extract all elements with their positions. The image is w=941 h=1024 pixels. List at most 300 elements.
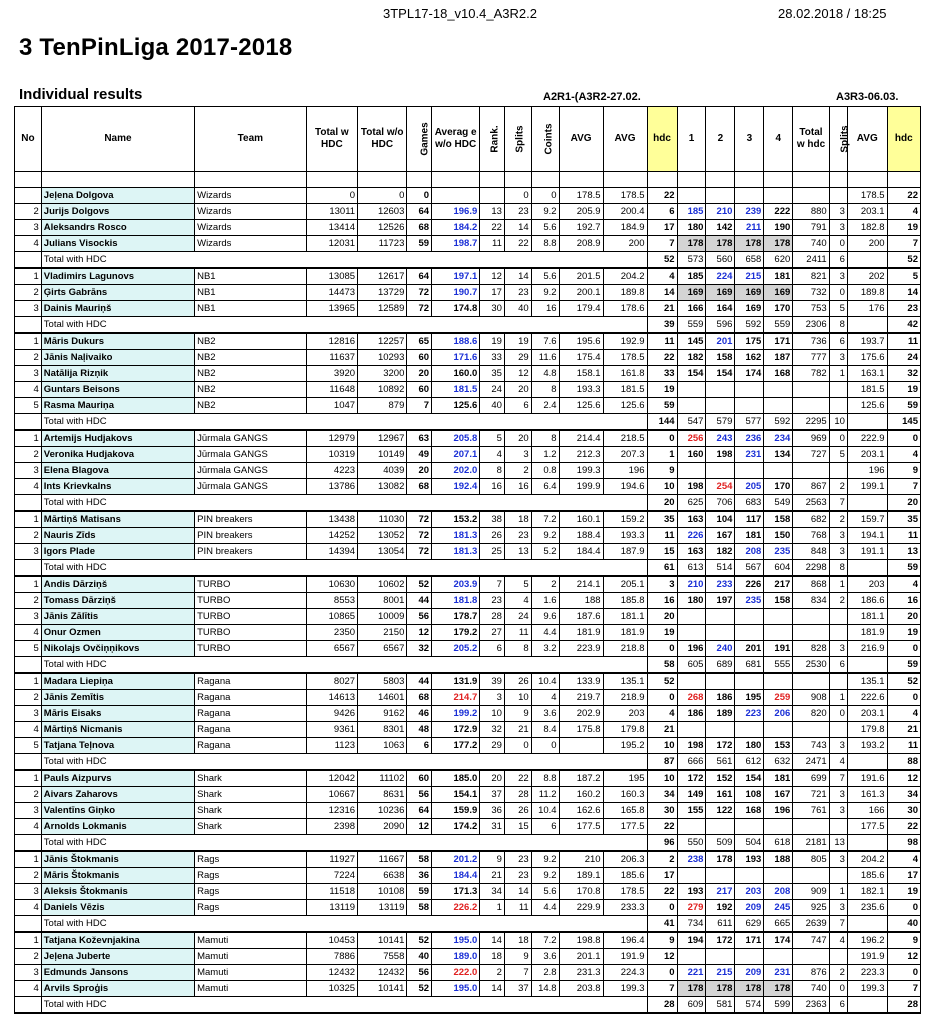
cell-splits-2: 3 (829, 204, 847, 220)
cell-hdc: 16 (647, 593, 677, 609)
cell-no: 4 (15, 722, 42, 738)
cell-average: 181.3 (432, 544, 480, 560)
player-row (15, 593, 921, 609)
cell-game-3 (735, 609, 764, 625)
cell-game-2: 158 (706, 350, 735, 366)
cell-rank: 6 (480, 641, 505, 657)
cell-team: NB1 (195, 268, 307, 285)
cell-total-wo-hdc: 6638 (358, 868, 407, 884)
cell-rank: 27 (480, 625, 505, 641)
team-total-row (15, 414, 921, 431)
cell-game-2: 240 (706, 641, 735, 657)
section-title: Individual results (19, 86, 143, 103)
cell-avg-2: 191.9 (603, 949, 647, 965)
col-name: Name (41, 107, 194, 172)
cell-team: PIN breakers (195, 544, 307, 560)
cell-name: Nauris Zīds (41, 528, 194, 544)
cell-splits: 23 (504, 204, 531, 220)
cell-avg-2: 135.1 (603, 673, 647, 690)
player-row (15, 398, 921, 414)
cell-hdc-2: 145 (887, 414, 920, 431)
cell-total-wo-hdc: 0 (358, 188, 407, 204)
player-row (15, 285, 921, 301)
cell-name: Jeļena Dolgova (41, 188, 194, 204)
cell-rank: 23 (480, 593, 505, 609)
cell-game-3: 169 (735, 301, 764, 317)
cell-splits: 29 (504, 350, 531, 366)
cell-name: Edmunds Jansons (41, 965, 194, 981)
cell-splits: 2 (504, 463, 531, 479)
cell-game-3: 162 (735, 350, 764, 366)
cell-name: Aleksis Štokmanis (41, 884, 194, 900)
col-avg-3: AVG (847, 107, 887, 172)
cell-name: Artemijs Hudjakovs (41, 430, 194, 447)
cell-hdc: 9 (647, 463, 677, 479)
team-total-row (15, 252, 921, 269)
cell-hdc-2: 35 (887, 511, 920, 528)
cell-rank: 8 (480, 463, 505, 479)
cell-total-wo-hdc: 12526 (358, 220, 407, 236)
player-row (15, 787, 921, 803)
cell-hdc: 14 (647, 285, 677, 301)
cell-coints: 7.6 (531, 333, 559, 350)
cell-game-3 (735, 382, 764, 398)
cell-total-hdc (793, 722, 829, 738)
cell-rank: 26 (480, 528, 505, 544)
cell-avg-2: 179.8 (603, 722, 647, 738)
cell-game-2-sum: 514 (706, 560, 735, 577)
cell-total-w-hdc: 7224 (306, 868, 357, 884)
cell-no: 4 (15, 819, 42, 835)
cell-total-hdc: 848 (793, 544, 829, 560)
col-games (407, 107, 432, 172)
cell-no (15, 657, 42, 674)
cell-game-4-sum: 555 (764, 657, 793, 674)
team-total-row (15, 997, 921, 1014)
cell-game-4: 187 (764, 350, 793, 366)
cell-avg-3: 200 (847, 236, 887, 252)
cell-name: Mārtiņš Nicmanis (41, 722, 194, 738)
cell-total-hdc-sum: 144 (647, 414, 677, 431)
cell-game-4 (764, 382, 793, 398)
cell-avg-2: 203 (603, 706, 647, 722)
cell-coints: 6 (531, 819, 559, 835)
cell-total-w-hdc: 12316 (306, 803, 357, 819)
cell-average: 178.7 (432, 609, 480, 625)
cell-game-3 (735, 949, 764, 965)
cell-name: Andis Dārziņš (41, 576, 194, 593)
cell-avg-2: 204.2 (603, 268, 647, 285)
cell-game-1: 160 (677, 447, 706, 463)
cell-splits: 23 (504, 851, 531, 868)
cell-average: 131.9 (432, 673, 480, 690)
cell-avg-1: 179.4 (559, 301, 603, 317)
cell-avg-3 (847, 495, 887, 512)
cell-total-hdc (793, 188, 829, 204)
cell-game-2: 233 (706, 576, 735, 593)
cell-coints: 16 (531, 301, 559, 317)
cell-hdc-2: 9 (887, 463, 920, 479)
cell-total-w-hdc: 10865 (306, 609, 357, 625)
document-id: 3TPL17-18_v10.4_A3R2.2 (383, 6, 537, 21)
cell-game-3: 108 (735, 787, 764, 803)
cell-coints: 4 (531, 690, 559, 706)
col-game-1: 1 (677, 107, 706, 172)
cell-total-hdc (793, 398, 829, 414)
cell-rank: 3 (480, 690, 505, 706)
cell-average: 199.2 (432, 706, 480, 722)
cell-total-w-hdc: 10667 (306, 787, 357, 803)
cell-total-w-hdc: 11927 (306, 851, 357, 868)
cell-total-w-hdc: 10325 (306, 981, 357, 997)
cell-game-1: 178 (677, 981, 706, 997)
cell-hdc-2: 12 (887, 770, 920, 787)
cell-game-2: 164 (706, 301, 735, 317)
cell-splits-2: 1 (829, 884, 847, 900)
cell-avg-2: 200 (603, 236, 647, 252)
cell-hdc-2: 0 (887, 430, 920, 447)
cell-game-3: 205 (735, 479, 764, 495)
blank-row (15, 172, 921, 188)
cell-game-1: 166 (677, 301, 706, 317)
cell-hdc-2: 11 (887, 333, 920, 350)
cell-no: 4 (15, 900, 42, 916)
cell-avg-1: 193.3 (559, 382, 603, 398)
cell-game-4: 235 (764, 544, 793, 560)
player-row (15, 738, 921, 754)
cell-game-3: 239 (735, 204, 764, 220)
cell-total-wo-hdc: 14601 (358, 690, 407, 706)
cell-game-2: 217 (706, 884, 735, 900)
cell-avg-1 (559, 738, 603, 754)
cell-avg-3: 166 (847, 803, 887, 819)
cell-total-wo-hdc: 12603 (358, 204, 407, 220)
cell-total-hdc-sum: 58 (647, 657, 677, 674)
cell-splits: 26 (504, 673, 531, 690)
cell-splits: 19 (504, 333, 531, 350)
cell-game-2: 172 (706, 738, 735, 754)
cell-total-wo-hdc: 13052 (358, 528, 407, 544)
cell-game-4: 208 (764, 884, 793, 900)
cell-avg-1: 188 (559, 593, 603, 609)
cell-avg-3: 204.2 (847, 851, 887, 868)
cell-avg-2: 218.5 (603, 430, 647, 447)
cell-game-4: 191 (764, 641, 793, 657)
cell-average: 184.2 (432, 220, 480, 236)
cell-total-w-hdc: 14473 (306, 285, 357, 301)
cell-splits-2: 3 (829, 900, 847, 916)
cell-avg-2: 160.3 (603, 787, 647, 803)
cell-total-wo-hdc: 3200 (358, 366, 407, 382)
cell-games: 44 (407, 593, 432, 609)
cell-rank (480, 188, 505, 204)
cell-game-2: 198 (706, 447, 735, 463)
cell-games: 60 (407, 770, 432, 787)
cell-splits: 11 (504, 900, 531, 916)
cell-avg-2: 207.3 (603, 447, 647, 463)
cell-average: 190.7 (432, 285, 480, 301)
cell-rank: 32 (480, 722, 505, 738)
cell-coints: 6.4 (531, 479, 559, 495)
cell-game-3: 195 (735, 690, 764, 706)
cell-total-wo-hdc: 13119 (358, 900, 407, 916)
cell-total-hdc: 828 (793, 641, 829, 657)
cell-games: 44 (407, 673, 432, 690)
cell-splits: 11 (504, 625, 531, 641)
cell-game-2: 243 (706, 430, 735, 447)
cell-avg-2: 181.9 (603, 625, 647, 641)
cell-hdc-2: 32 (887, 366, 920, 382)
cell-game-4: 168 (764, 366, 793, 382)
cell-games: 56 (407, 965, 432, 981)
document-date: 28.02.2018 / 18:25 (778, 6, 887, 21)
cell-no (15, 560, 42, 577)
cell-rank: 17 (480, 285, 505, 301)
cell-coints: 8.4 (531, 722, 559, 738)
cell-games: 32 (407, 641, 432, 657)
cell-avg-2: 187.9 (603, 544, 647, 560)
cell-total-wo-hdc: 10293 (358, 350, 407, 366)
player-row (15, 350, 921, 366)
cell-splits-2: 7 (829, 495, 847, 512)
player-row (15, 447, 921, 463)
cell-total-w-hdc: 13786 (306, 479, 357, 495)
cell-game-3 (735, 673, 764, 690)
cell-hdc-2: 13 (887, 544, 920, 560)
cell-splits: 28 (504, 787, 531, 803)
cell-coints: 1.2 (531, 447, 559, 463)
cell-total-hdc: 761 (793, 803, 829, 819)
cell-team: Jūrmala GANGS (195, 447, 307, 463)
cell-total-hdc-sum: 28 (647, 997, 677, 1014)
cell-game-4 (764, 673, 793, 690)
cell-game-3-sum: 683 (735, 495, 764, 512)
cell-no: 3 (15, 803, 42, 819)
col-no: No (15, 107, 42, 172)
cell-no: 3 (15, 220, 42, 236)
cell-team: NB2 (195, 350, 307, 366)
results-table (14, 106, 921, 1014)
cell-avg-3: 222.9 (847, 430, 887, 447)
cell-avg-1: 212.3 (559, 447, 603, 463)
cell-avg-3: 199.3 (847, 981, 887, 997)
cell-game-4 (764, 609, 793, 625)
cell-total-w-hdc: 11637 (306, 350, 357, 366)
cell-avg-3: 189.8 (847, 285, 887, 301)
cell-splits-2: 5 (829, 301, 847, 317)
cell-hdc-2: 22 (887, 819, 920, 835)
cell-total-wo-hdc: 10149 (358, 447, 407, 463)
cell-game-3: 168 (735, 803, 764, 819)
cell-game-2: 210 (706, 204, 735, 220)
cell-games: 7 (407, 398, 432, 414)
cell-rank: 37 (480, 787, 505, 803)
cell-total-w-hdc: 8027 (306, 673, 357, 690)
cell-average: 154.1 (432, 787, 480, 803)
cell-game-1-sum: 550 (677, 835, 706, 852)
cell-name: Jānis Štokmanis (41, 851, 194, 868)
cell-splits-2: 0 (829, 285, 847, 301)
cell-splits-2: 3 (829, 528, 847, 544)
cell-game-4 (764, 398, 793, 414)
cell-total-w-hdc: 10319 (306, 447, 357, 463)
cell-games: 52 (407, 981, 432, 997)
cell-hdc: 22 (647, 350, 677, 366)
cell-avg-2: 185.8 (603, 593, 647, 609)
cell-avg-2: 159.2 (603, 511, 647, 528)
cell-splits-2: 13 (829, 835, 847, 852)
player-row (15, 625, 921, 641)
cell-team: TURBO (195, 625, 307, 641)
cell-game-1: 182 (677, 350, 706, 366)
cell-total-hdc: 699 (793, 770, 829, 787)
cell-games: 65 (407, 333, 432, 350)
cell-total-w-hdc: 2350 (306, 625, 357, 641)
cell-name: Jānis Naļivaiko (41, 350, 194, 366)
player-row (15, 268, 921, 285)
cell-avg-1: 188.4 (559, 528, 603, 544)
cell-game-3-sum: 577 (735, 414, 764, 431)
cell-game-4: 234 (764, 430, 793, 447)
cell-hdc: 59 (647, 398, 677, 414)
cell-avg-3: 163.1 (847, 366, 887, 382)
cell-coints: 3.6 (531, 706, 559, 722)
cell-avg-2: 178.5 (603, 350, 647, 366)
cell-name: Tomass Dārziņš (41, 593, 194, 609)
cell-team: PIN breakers (195, 528, 307, 544)
cell-team: Jūrmala GANGS (195, 479, 307, 495)
cell-avg-2: 218.8 (603, 641, 647, 657)
cell-no: 1 (15, 576, 42, 593)
cell-average: 171.3 (432, 884, 480, 900)
cell-name: Jānis Zālītis (41, 609, 194, 625)
cell-total-hdc: 834 (793, 593, 829, 609)
cell-coints: 2.4 (531, 398, 559, 414)
cell-game-3: 180 (735, 738, 764, 754)
cell-team: Mamuti (195, 965, 307, 981)
cell-team: Mamuti (195, 949, 307, 965)
cell-rank: 33 (480, 350, 505, 366)
cell-average: 184.4 (432, 868, 480, 884)
cell-game-3-sum: 574 (735, 997, 764, 1014)
cell-avg-3 (847, 317, 887, 334)
cell-avg-2: 178.5 (603, 884, 647, 900)
cell-game-1-sum: 547 (677, 414, 706, 431)
cell-avg-2: 161.8 (603, 366, 647, 382)
cell-avg-3: 191.9 (847, 949, 887, 965)
cell-name: Onur Ozmen (41, 625, 194, 641)
cell-total-w-hdc: 12816 (306, 333, 357, 350)
cell-total-wo-hdc: 10602 (358, 576, 407, 593)
col-avg-1: AVG (559, 107, 603, 172)
cell-games: 46 (407, 706, 432, 722)
cell-hdc-2: 23 (887, 301, 920, 317)
cell-team: Mamuti (195, 981, 307, 997)
cell-total-hdc: 777 (793, 350, 829, 366)
col-hdc: hdc (647, 107, 677, 172)
cell-game-2-sum: 560 (706, 252, 735, 269)
cell-splits-2: 4 (829, 754, 847, 771)
cell-avg-1: 199.3 (559, 463, 603, 479)
cell-splits: 0 (504, 738, 531, 754)
cell-splits-2 (829, 949, 847, 965)
cell-game-3 (735, 398, 764, 414)
cell-total-wo-hdc: 11030 (358, 511, 407, 528)
player-row (15, 220, 921, 236)
cell-game-4: 188 (764, 851, 793, 868)
cell-team: NB1 (195, 301, 307, 317)
player-row (15, 511, 921, 528)
cell-total-w-hdc: 14394 (306, 544, 357, 560)
cell-hdc: 0 (647, 900, 677, 916)
cell-avg-3: 186.6 (847, 593, 887, 609)
cell-total-hdc (793, 673, 829, 690)
cell-hdc: 17 (647, 868, 677, 884)
cell-coints: 5.2 (531, 544, 559, 560)
cell-splits-2: 3 (829, 220, 847, 236)
cell-game-4-sum: 618 (764, 835, 793, 852)
cell-total-hdc: 805 (793, 851, 829, 868)
cell-team: TURBO (195, 593, 307, 609)
cell-splits-2: 0 (829, 706, 847, 722)
cell-no: 2 (15, 787, 42, 803)
cell-avg-2: 178.5 (603, 188, 647, 204)
cell-total-hdc: 682 (793, 511, 829, 528)
cell-avg-1: 160.2 (559, 787, 603, 803)
cell-no: 2 (15, 285, 42, 301)
cell-game-1: 155 (677, 803, 706, 819)
cell-team: NB1 (195, 285, 307, 301)
cell-total-w-hdc: 7886 (306, 949, 357, 965)
cell-avg-2: 184.9 (603, 220, 647, 236)
team-total-label: Total with HDC (41, 997, 647, 1014)
cell-no (15, 754, 42, 771)
cell-game-3: 208 (735, 544, 764, 560)
cell-total-w-hdc: 13085 (306, 268, 357, 285)
cell-total-w-hdc: 14613 (306, 690, 357, 706)
cell-hdc: 7 (647, 981, 677, 997)
cell-average (432, 188, 480, 204)
cell-name: Aleksandrs Rosco (41, 220, 194, 236)
team-total-label: Total with HDC (41, 835, 647, 852)
cell-game-2-sum: 509 (706, 835, 735, 852)
cell-hdc-2: 0 (887, 641, 920, 657)
cell-avg-3: 181.5 (847, 382, 887, 398)
cell-avg-2: 165.8 (603, 803, 647, 819)
cell-splits-2 (829, 868, 847, 884)
cell-hdc: 52 (647, 673, 677, 690)
cell-rank: 10 (480, 706, 505, 722)
cell-hdc-2: 0 (887, 900, 920, 916)
cell-hdc-2: 28 (887, 997, 920, 1014)
cell-avg-2: 196 (603, 463, 647, 479)
col-total-w-hdc: Total w HDC (306, 107, 357, 172)
cell-game-3 (735, 463, 764, 479)
cell-game-3-sum: 681 (735, 657, 764, 674)
cell-total-hdc-sum: 39 (647, 317, 677, 334)
cell-avg-1: 175.8 (559, 722, 603, 738)
cell-splits-2: 6 (829, 333, 847, 350)
cell-total-hdc (793, 949, 829, 965)
cell-avg-3: 223.3 (847, 965, 887, 981)
cell-name: Jurijs Dolgovs (41, 204, 194, 220)
cell-total-hdc (793, 463, 829, 479)
cell-hdc: 10 (647, 770, 677, 787)
cell-rank: 13 (480, 204, 505, 220)
cell-avg-2: 177.5 (603, 819, 647, 835)
cell-game-2: 215 (706, 965, 735, 981)
cell-games: 56 (407, 609, 432, 625)
